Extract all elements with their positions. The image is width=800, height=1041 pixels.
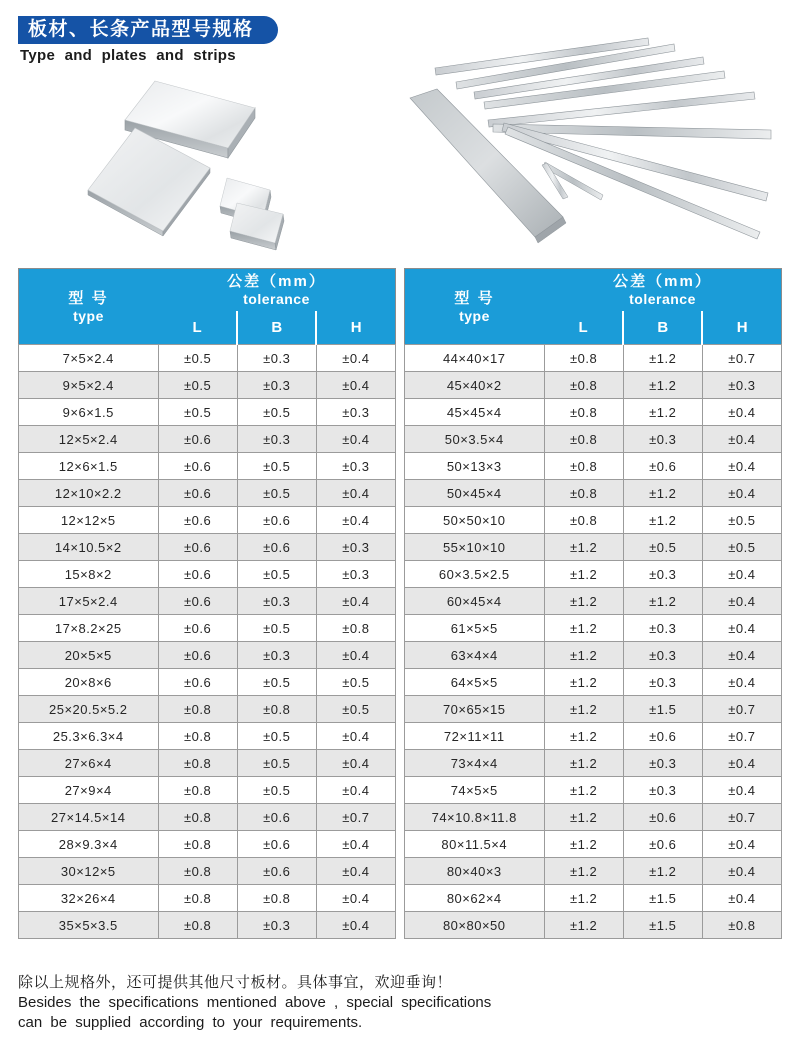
tolerance-cell: ±1.2 [544,804,623,831]
tolerance-cell: ±0.8 [544,345,623,372]
tolerance-cell: ±0.6 [158,507,237,534]
tolerance-cell: ±0.4 [702,669,781,696]
tolerance-cell: ±1.2 [544,750,623,777]
type-cell: 12×10×2.2 [19,480,159,507]
page-title: 板材、长条产品型号规格 [28,19,254,40]
tolerance-cell: ±1.2 [544,696,623,723]
type-cell: 17×8.2×25 [19,615,159,642]
table-row [19,426,396,453]
tolerance-cell: ±0.4 [702,615,781,642]
tolerance-cell: ±0.3 [623,777,702,804]
type-cell: 80×80×50 [405,912,545,939]
tolerance-cell: ±0.3 [237,426,316,453]
tolerance-cell: ±0.4 [316,426,395,453]
tolerance-cell: ±0.6 [623,723,702,750]
tolerance-cell: ±0.5 [237,399,316,426]
table-row [19,345,396,372]
tolerance-cell: ±0.6 [158,615,237,642]
tolerance-cell: ±0.5 [237,453,316,480]
col-h-header: H [702,311,781,345]
tolerance-cell: ±0.4 [316,345,395,372]
col-b-header: B [237,311,316,345]
tolerance-cell: ±0.8 [702,912,781,939]
table-row [19,642,396,669]
tolerance-cell: ±0.4 [702,831,781,858]
type-cell: 70×65×15 [405,696,545,723]
tolerance-cell: ±0.8 [158,696,237,723]
footer-note-cn: 除以上规格外，还可提供其他尺寸板材。具体事宜，欢迎垂询！ [18,974,453,991]
tolerance-cell: ±0.8 [158,912,237,939]
footer-note-en-line1: Besides the specifications mentioned above , special specifications [18,994,492,1011]
type-cell: 74×10.8×11.8 [405,804,545,831]
tolerance-cell: ±0.6 [623,831,702,858]
table-row [405,345,782,372]
tolerance-cell: ±0.5 [316,696,395,723]
tolerance-cell: ±1.2 [623,480,702,507]
type-cell: 55×10×10 [405,534,545,561]
table-header [405,269,782,345]
type-label-en: type [73,307,104,324]
table-row [19,750,396,777]
tolerance-cell: ±0.5 [237,561,316,588]
tolerance-cell: ±0.5 [237,777,316,804]
tolerance-cell: ±0.8 [158,831,237,858]
tolerance-cell: ±0.7 [316,804,395,831]
table-header [19,269,396,345]
tolerance-cell: ±0.8 [544,507,623,534]
tolerance-cell: ±1.2 [544,723,623,750]
tolerance-label-en: tolerance [629,290,696,307]
type-cell: 60×45×4 [405,588,545,615]
type-cell: 20×8×6 [19,669,159,696]
tolerance-cell: ±0.6 [237,507,316,534]
table-row [405,534,782,561]
table-row [19,453,396,480]
tolerance-cell: ±1.5 [623,885,702,912]
type-cell: 9×6×1.5 [19,399,159,426]
spec-tables [18,268,782,939]
table-row [405,426,782,453]
tolerance-cell: ±0.4 [316,642,395,669]
tolerance-cell: ±0.8 [158,777,237,804]
tolerance-cell: ±0.5 [237,480,316,507]
tolerance-cell: ±0.7 [702,723,781,750]
table-row [405,912,782,939]
type-cell: 45×45×4 [405,399,545,426]
table-row [19,615,396,642]
type-cell: 50×50×10 [405,507,545,534]
tolerance-cell: ±0.6 [237,858,316,885]
type-cell: 30×12×5 [19,858,159,885]
type-cell: 44×40×17 [405,345,545,372]
tolerance-cell: ±0.6 [158,534,237,561]
tolerance-cell: ±0.3 [623,669,702,696]
tolerance-cell: ±0.7 [702,345,781,372]
tolerance-cell: ±1.2 [623,345,702,372]
tolerance-cell: ±0.4 [702,858,781,885]
tolerance-cell: ±0.5 [237,615,316,642]
tolerance-cell: ±0.7 [702,804,781,831]
col-b-header: B [623,311,702,345]
tolerance-cell: ±0.4 [316,750,395,777]
table-row [405,372,782,399]
table-row [405,750,782,777]
tolerance-cell: ±1.2 [623,372,702,399]
table-row [405,669,782,696]
tolerance-cell: ±0.5 [158,345,237,372]
type-cell: 27×9×4 [19,777,159,804]
tolerance-cell: ±0.8 [544,480,623,507]
tolerance-column-header [544,269,782,311]
tolerance-cell: ±0.4 [702,750,781,777]
type-cell: 72×11×11 [405,723,545,750]
tolerance-cell: ±0.6 [623,804,702,831]
tolerance-column-header [158,269,396,311]
tolerance-cell: ±0.6 [237,831,316,858]
col-h-header: H [316,311,395,345]
table-row [19,561,396,588]
table-row [405,858,782,885]
table-row [19,885,396,912]
tolerance-cell: ±0.5 [237,723,316,750]
tolerance-cell: ±0.4 [316,885,395,912]
tolerance-cell: ±0.3 [237,642,316,669]
type-cell: 12×5×2.4 [19,426,159,453]
type-cell: 80×11.5×4 [405,831,545,858]
tolerance-cell: ±0.4 [702,453,781,480]
tolerance-cell: ±0.3 [623,561,702,588]
tolerance-cell: ±0.5 [623,534,702,561]
table-row [19,669,396,696]
table-row [405,615,782,642]
tolerance-cell: ±1.2 [544,561,623,588]
table-row [405,696,782,723]
table-row [19,696,396,723]
tolerance-cell: ±0.3 [316,453,395,480]
tolerance-cell: ±1.2 [623,588,702,615]
tolerance-cell: ±0.3 [237,345,316,372]
tolerance-cell: ±0.4 [702,642,781,669]
tolerance-cell: ±0.4 [702,588,781,615]
tolerance-cell: ±1.2 [544,831,623,858]
type-label-cn: 型 号 [454,289,495,307]
tolerance-cell: ±0.8 [158,885,237,912]
type-cell: 20×5×5 [19,642,159,669]
metal-plates-image [55,70,400,260]
tolerance-label-cn: 公差（mm） [613,272,712,290]
tolerance-cell: ±0.3 [237,372,316,399]
tolerance-cell: ±0.7 [702,696,781,723]
tolerance-cell: ±0.4 [702,426,781,453]
table-row [405,507,782,534]
type-cell: 25.3×6.3×4 [19,723,159,750]
type-column-header [19,269,159,345]
tolerance-cell: ±0.3 [237,912,316,939]
tolerance-cell: ±0.4 [316,480,395,507]
tolerance-cell: ±0.5 [702,507,781,534]
tolerance-cell: ±0.8 [158,858,237,885]
table-row [19,912,396,939]
tolerance-cell: ±0.4 [702,480,781,507]
type-cell: 12×6×1.5 [19,453,159,480]
tolerance-cell: ±0.6 [237,534,316,561]
type-cell: 63×4×4 [405,642,545,669]
table-row [405,480,782,507]
table-row [19,831,396,858]
tolerance-cell: ±0.3 [316,561,395,588]
type-cell: 32×26×4 [19,885,159,912]
table-row [405,399,782,426]
type-cell: 12×12×5 [19,507,159,534]
tolerance-cell: ±0.6 [158,480,237,507]
footer-note [18,972,618,1033]
table-row [19,480,396,507]
tolerance-cell: ±1.2 [544,642,623,669]
tolerance-cell: ±0.5 [316,669,395,696]
tolerance-cell: ±0.4 [702,885,781,912]
col-l-header: L [544,311,623,345]
tolerance-cell: ±1.2 [544,777,623,804]
table-row [405,831,782,858]
spec-table-left [18,268,396,939]
col-l-header: L [158,311,237,345]
tolerance-cell: ±0.6 [237,804,316,831]
tolerance-cell: ±0.6 [158,642,237,669]
tolerance-cell: ±0.8 [237,696,316,723]
tolerance-cell: ±1.2 [544,885,623,912]
tolerance-cell: ±1.2 [544,588,623,615]
table-row [19,534,396,561]
tolerance-cell: ±0.3 [316,399,395,426]
footer-note-en-line2: can be supplied according to your requirements. [18,1014,363,1031]
tolerance-cell: ±0.4 [316,831,395,858]
tolerance-cell: ±0.8 [158,723,237,750]
table-row [405,453,782,480]
table-row [405,561,782,588]
type-cell: 61×5×5 [405,615,545,642]
tolerance-cell: ±0.8 [544,426,623,453]
tolerance-cell: ±0.8 [237,885,316,912]
tolerance-cell: ±0.6 [623,453,702,480]
tolerance-cell: ±1.2 [544,669,623,696]
type-cell: 14×10.5×2 [19,534,159,561]
table-row [19,723,396,750]
tolerance-cell: ±0.6 [158,453,237,480]
type-label-cn: 型 号 [68,289,109,307]
type-cell: 74×5×5 [405,777,545,804]
type-cell: 64×5×5 [405,669,545,696]
tolerance-cell: ±0.4 [702,561,781,588]
tolerance-cell: ±0.6 [158,669,237,696]
type-cell: 50×13×3 [405,453,545,480]
tolerance-cell: ±0.3 [623,426,702,453]
type-cell: 15×8×2 [19,561,159,588]
type-cell: 80×40×3 [405,858,545,885]
page-subtitle: Type and plates and strips [20,47,236,64]
tolerance-cell: ±1.2 [623,858,702,885]
page-title-banner [18,16,278,44]
type-cell: 27×6×4 [19,750,159,777]
tolerance-cell: ±0.4 [316,912,395,939]
tolerance-cell: ±0.4 [316,723,395,750]
tolerance-cell: ±1.5 [623,696,702,723]
tolerance-cell: ±0.4 [702,777,781,804]
tolerance-cell: ±1.5 [623,912,702,939]
type-cell: 60×3.5×2.5 [405,561,545,588]
spec-table-body-left [19,345,396,939]
type-cell: 17×5×2.4 [19,588,159,615]
tolerance-cell: ±0.3 [623,642,702,669]
type-column-header [405,269,545,345]
tolerance-cell: ±0.8 [544,399,623,426]
metal-strips-image [385,15,795,260]
tolerance-cell: ±0.5 [237,669,316,696]
table-row [19,399,396,426]
tolerance-cell: ±1.2 [623,507,702,534]
tolerance-cell: ±0.4 [316,858,395,885]
table-row [19,507,396,534]
table-row [405,777,782,804]
table-row [405,642,782,669]
tolerance-cell: ±1.2 [623,399,702,426]
type-cell: 73×4×4 [405,750,545,777]
tolerance-cell: ±0.6 [158,588,237,615]
type-cell: 50×3.5×4 [405,426,545,453]
tolerance-cell: ±1.2 [544,858,623,885]
type-label-en: type [459,307,490,324]
tolerance-cell: ±0.4 [316,372,395,399]
table-row [405,804,782,831]
tolerance-cell: ±1.2 [544,912,623,939]
tolerance-cell: ±0.5 [702,534,781,561]
tolerance-cell: ±0.5 [158,372,237,399]
table-row [19,804,396,831]
tolerance-label-cn: 公差（mm） [227,272,326,290]
table-row [19,588,396,615]
table-row [405,723,782,750]
spec-table-body-right [405,345,782,939]
tolerance-cell: ±0.8 [158,804,237,831]
table-row [19,858,396,885]
tolerance-cell: ±0.3 [702,372,781,399]
tolerance-cell: ±0.4 [316,588,395,615]
type-cell: 45×40×2 [405,372,545,399]
type-cell: 35×5×3.5 [19,912,159,939]
tolerance-cell: ±0.8 [544,372,623,399]
table-row [405,588,782,615]
type-cell: 80×62×4 [405,885,545,912]
tolerance-cell: ±0.4 [316,507,395,534]
tolerance-cell: ±0.3 [316,534,395,561]
tolerance-cell: ±0.6 [158,426,237,453]
table-row [405,885,782,912]
type-cell: 50×45×4 [405,480,545,507]
table-row [19,372,396,399]
tolerance-cell: ±0.8 [544,453,623,480]
tolerance-cell: ±0.4 [316,777,395,804]
tolerance-cell: ±0.4 [702,399,781,426]
tolerance-cell: ±0.5 [158,399,237,426]
table-row [19,777,396,804]
tolerance-label-en: tolerance [243,290,310,307]
tolerance-cell: ±0.3 [237,588,316,615]
tolerance-cell: ±0.3 [623,750,702,777]
type-cell: 7×5×2.4 [19,345,159,372]
tolerance-cell: ±1.2 [544,615,623,642]
type-cell: 9×5×2.4 [19,372,159,399]
tolerance-cell: ±0.8 [316,615,395,642]
tolerance-cell: ±1.2 [544,534,623,561]
tolerance-cell: ±0.6 [158,561,237,588]
type-cell: 28×9.3×4 [19,831,159,858]
tolerance-cell: ±0.3 [623,615,702,642]
type-cell: 25×20.5×5.2 [19,696,159,723]
tolerance-cell: ±0.5 [237,750,316,777]
spec-table-right [404,268,782,939]
tolerance-cell: ±0.8 [158,750,237,777]
type-cell: 27×14.5×14 [19,804,159,831]
